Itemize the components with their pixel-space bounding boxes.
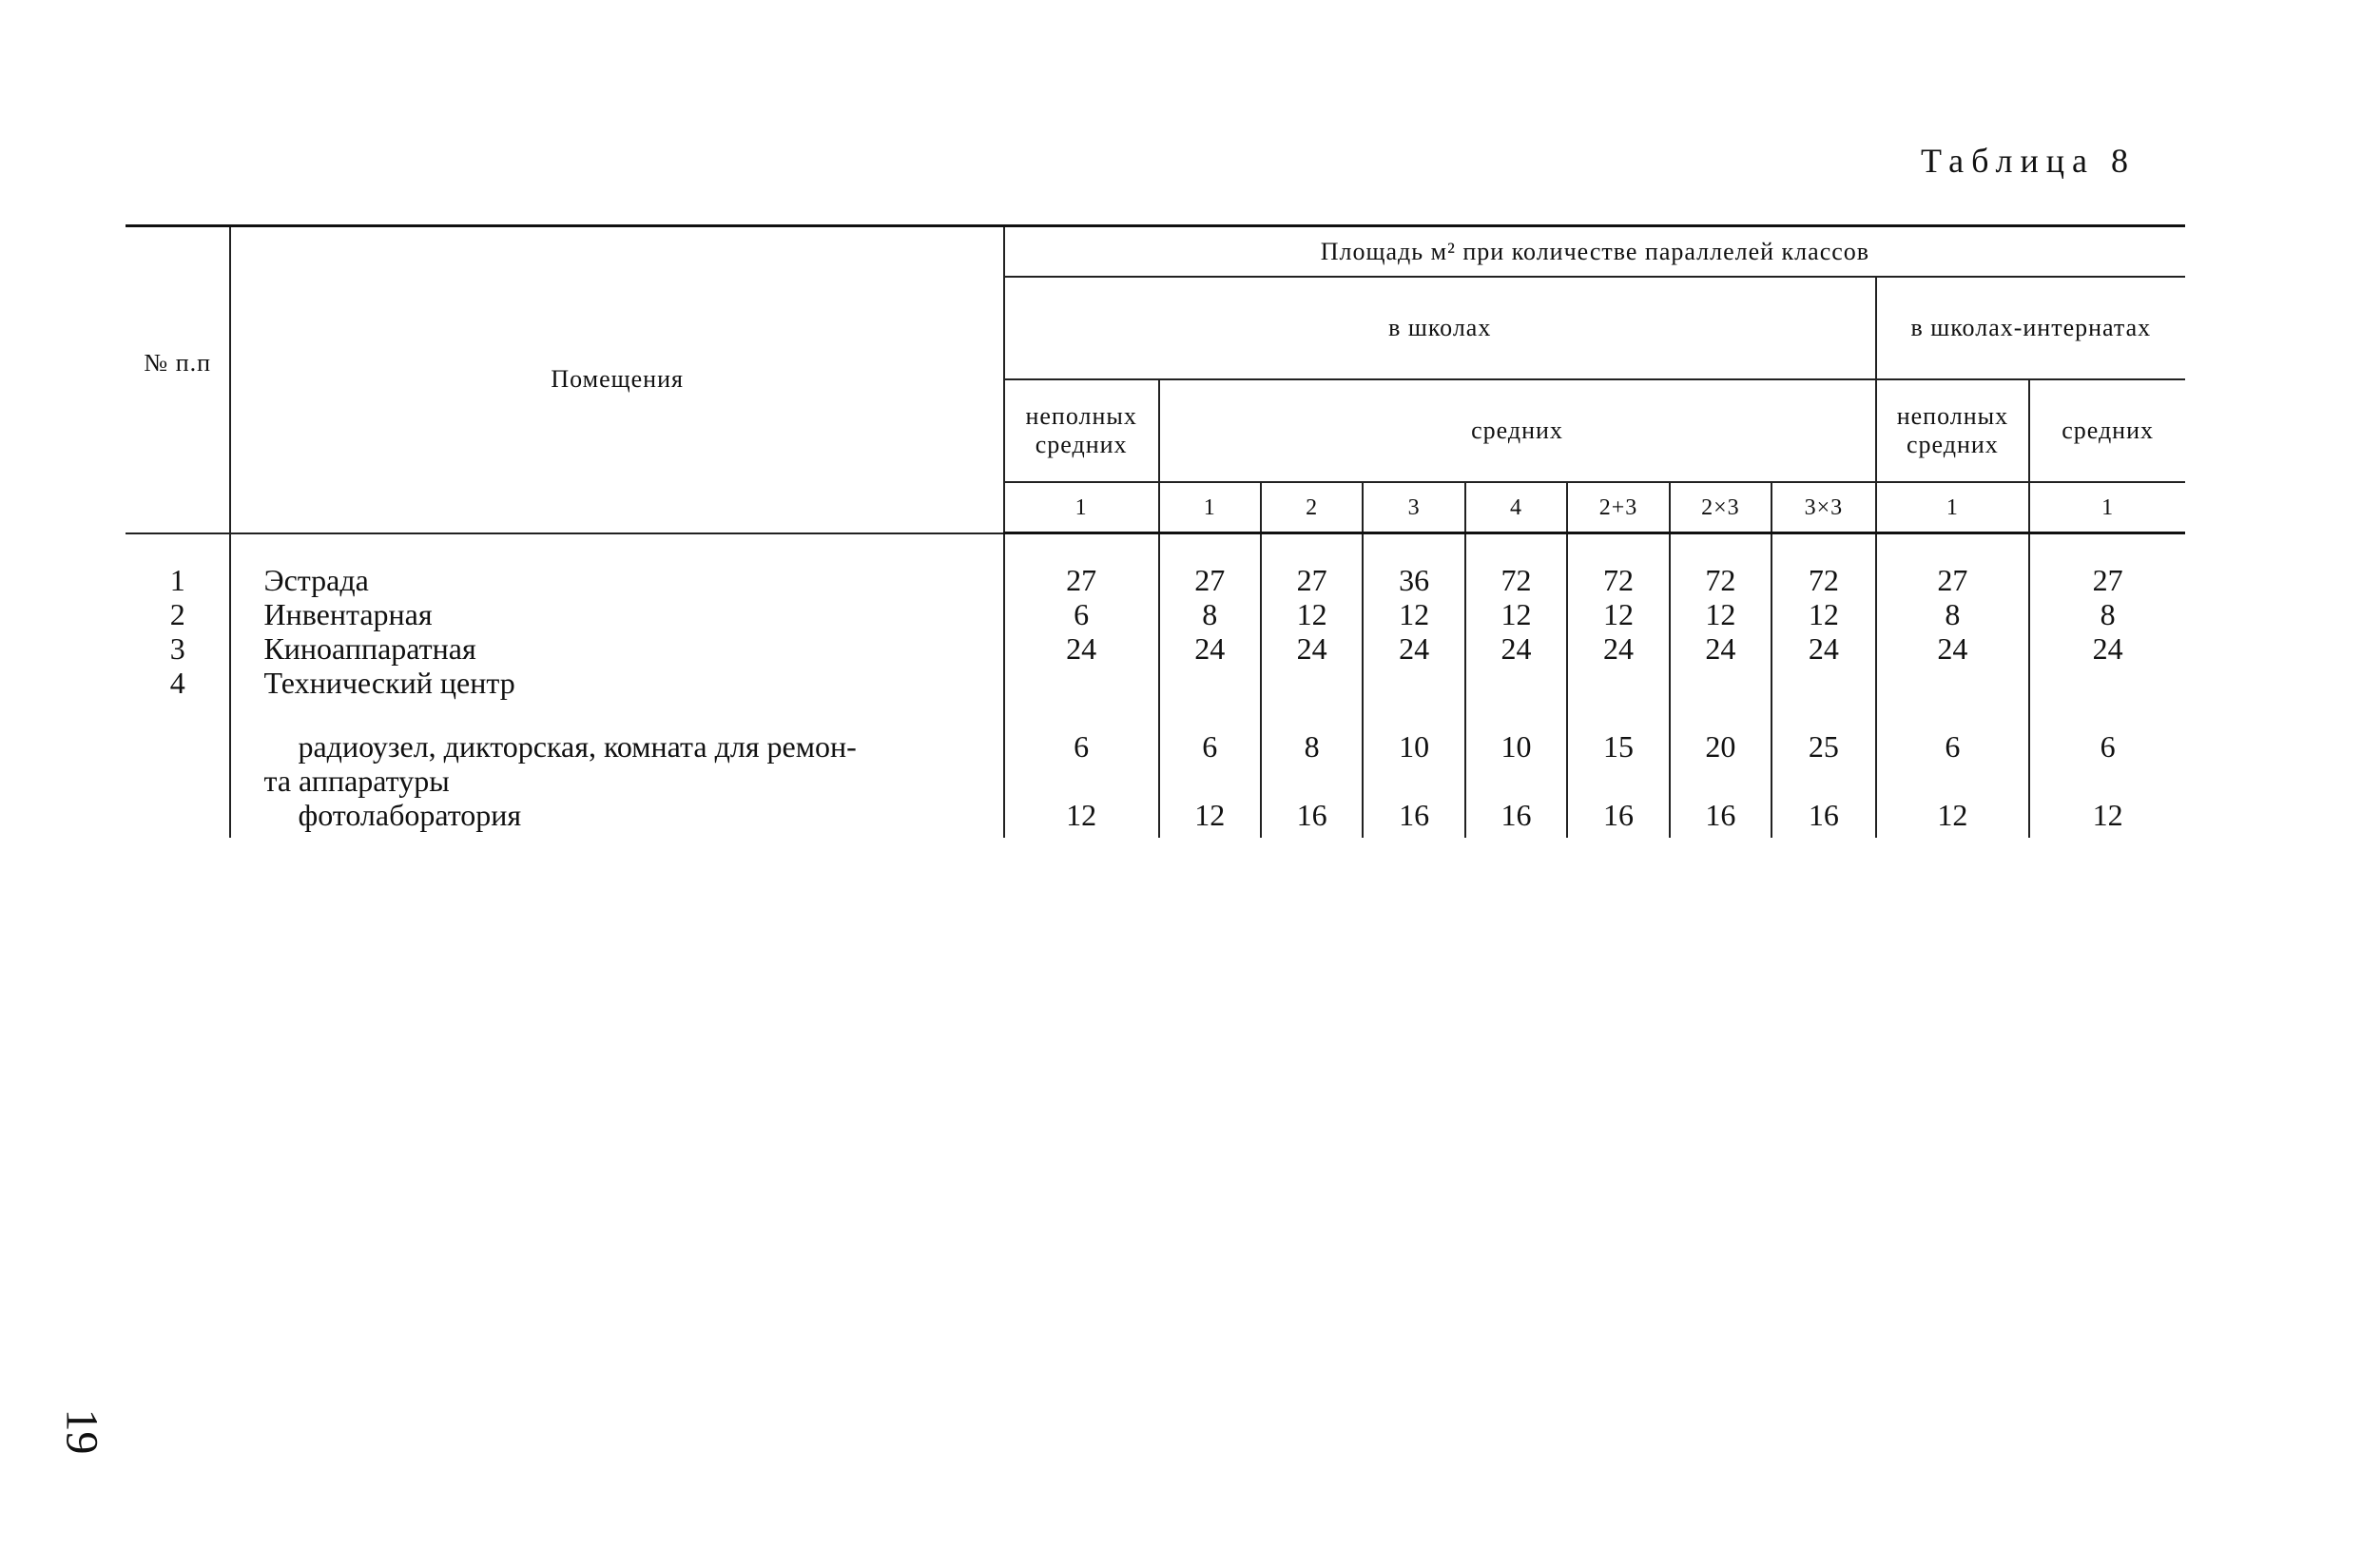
area-value: 24 bbox=[1567, 631, 1669, 666]
room-name: Технический центр bbox=[230, 666, 1003, 700]
area-value: 15 bbox=[1567, 700, 1669, 798]
header-boarding-incomplete: неполных средних bbox=[1876, 379, 2030, 482]
room-name: Инвентарная bbox=[230, 597, 1003, 631]
row-number: 3 bbox=[126, 631, 230, 666]
table-row bbox=[126, 666, 2185, 700]
area-value: 72 bbox=[1772, 533, 1875, 598]
area-value: 36 bbox=[1363, 533, 1464, 598]
area-value: 12 bbox=[1004, 798, 1159, 838]
area-value: 24 bbox=[2029, 631, 2185, 666]
area-value: 24 bbox=[1004, 631, 1159, 666]
area-value: 27 bbox=[1004, 533, 1159, 598]
area-value: 10 bbox=[1363, 700, 1464, 798]
area-value: 12 bbox=[1159, 798, 1261, 838]
table-row bbox=[126, 700, 2185, 798]
area-value: 16 bbox=[1363, 798, 1464, 838]
table-row bbox=[126, 597, 2185, 631]
area-value: 16 bbox=[1567, 798, 1669, 838]
area-value: 20 bbox=[1670, 700, 1772, 798]
area-value: 12 bbox=[1772, 597, 1875, 631]
area-value: 12 bbox=[1261, 597, 1363, 631]
area-value: 6 bbox=[1876, 700, 2030, 798]
room-name: Эстрада bbox=[230, 533, 1003, 598]
row-number: 4 bbox=[126, 666, 230, 700]
area-value: 8 bbox=[2029, 597, 2185, 631]
row-number: 1 bbox=[126, 533, 230, 598]
header-schools: в школах bbox=[1004, 277, 1876, 379]
areas-table bbox=[126, 224, 2185, 838]
header-incomplete-secondary: неполных средних bbox=[1004, 379, 1159, 482]
room-name bbox=[230, 700, 1003, 798]
table-row bbox=[126, 631, 2185, 666]
area-value: 27 bbox=[2029, 533, 2185, 598]
area-value: 16 bbox=[1772, 798, 1875, 838]
area-value: 12 bbox=[2029, 798, 2185, 838]
area-value: 6 bbox=[1004, 700, 1159, 798]
area-value: 72 bbox=[1465, 533, 1567, 598]
parallel-count: 2 bbox=[1261, 482, 1363, 533]
area-value: 24 bbox=[1772, 631, 1875, 666]
area-value: 12 bbox=[1670, 597, 1772, 631]
area-value: 16 bbox=[1261, 798, 1363, 838]
table-row bbox=[126, 798, 2185, 838]
parallel-count: 4 bbox=[1465, 482, 1567, 533]
parallel-count: 1 bbox=[1004, 482, 1159, 533]
area-value: 27 bbox=[1261, 533, 1363, 598]
area-value: 8 bbox=[1876, 597, 2030, 631]
area-value: 12 bbox=[1876, 798, 2030, 838]
area-value: 6 bbox=[1159, 700, 1261, 798]
area-value: 16 bbox=[1465, 798, 1567, 838]
parallel-count: 3×3 bbox=[1772, 482, 1875, 533]
area-value: 24 bbox=[1363, 631, 1464, 666]
area-value: 72 bbox=[1670, 533, 1772, 598]
parallel-count: 3 bbox=[1363, 482, 1464, 533]
room-name-line: радиоузел, дикторская, комната для ремон- bbox=[298, 729, 857, 764]
area-value: 27 bbox=[1159, 533, 1261, 598]
room-name: Киноаппаратная bbox=[230, 631, 1003, 666]
area-value: 10 bbox=[1465, 700, 1567, 798]
area-value: 8 bbox=[1159, 597, 1261, 631]
page-number: 19 bbox=[56, 1408, 107, 1455]
table-title: Таблица 8 bbox=[1921, 142, 2136, 180]
header-rooms: Помещения bbox=[230, 226, 1003, 533]
room-name-line: та аппаратуры bbox=[263, 764, 450, 798]
area-value: 25 bbox=[1772, 700, 1875, 798]
header-secondary: средних bbox=[1159, 379, 1876, 482]
area-value: 12 bbox=[1465, 597, 1567, 631]
area-value: 6 bbox=[1004, 597, 1159, 631]
area-value: 16 bbox=[1670, 798, 1772, 838]
header-number: № п.п bbox=[126, 226, 230, 533]
parallel-count: 2+3 bbox=[1567, 482, 1669, 533]
parallel-count: 1 bbox=[2029, 482, 2185, 533]
area-value: 24 bbox=[1261, 631, 1363, 666]
area-value: 24 bbox=[1159, 631, 1261, 666]
header-boarding-schools: в школах-интернатах bbox=[1876, 277, 2185, 379]
header-boarding-secondary: средних bbox=[2029, 379, 2185, 482]
parallel-count: 1 bbox=[1159, 482, 1261, 533]
area-value: 6 bbox=[2029, 700, 2185, 798]
area-value: 27 bbox=[1876, 533, 2030, 598]
area-value: 12 bbox=[1567, 597, 1669, 631]
area-value: 8 bbox=[1261, 700, 1363, 798]
area-value: 24 bbox=[1876, 631, 2030, 666]
area-value: 12 bbox=[1363, 597, 1464, 631]
area-value: 24 bbox=[1465, 631, 1567, 666]
area-value: 24 bbox=[1670, 631, 1772, 666]
header-area: Площадь м² при количестве параллелей классов bbox=[1004, 226, 2185, 278]
room-name: фотолаборатория bbox=[230, 798, 1003, 838]
parallel-count: 1 bbox=[1876, 482, 2030, 533]
table-row bbox=[126, 533, 2185, 598]
parallel-count: 2×3 bbox=[1670, 482, 1772, 533]
row-number: 2 bbox=[126, 597, 230, 631]
area-value: 72 bbox=[1567, 533, 1669, 598]
